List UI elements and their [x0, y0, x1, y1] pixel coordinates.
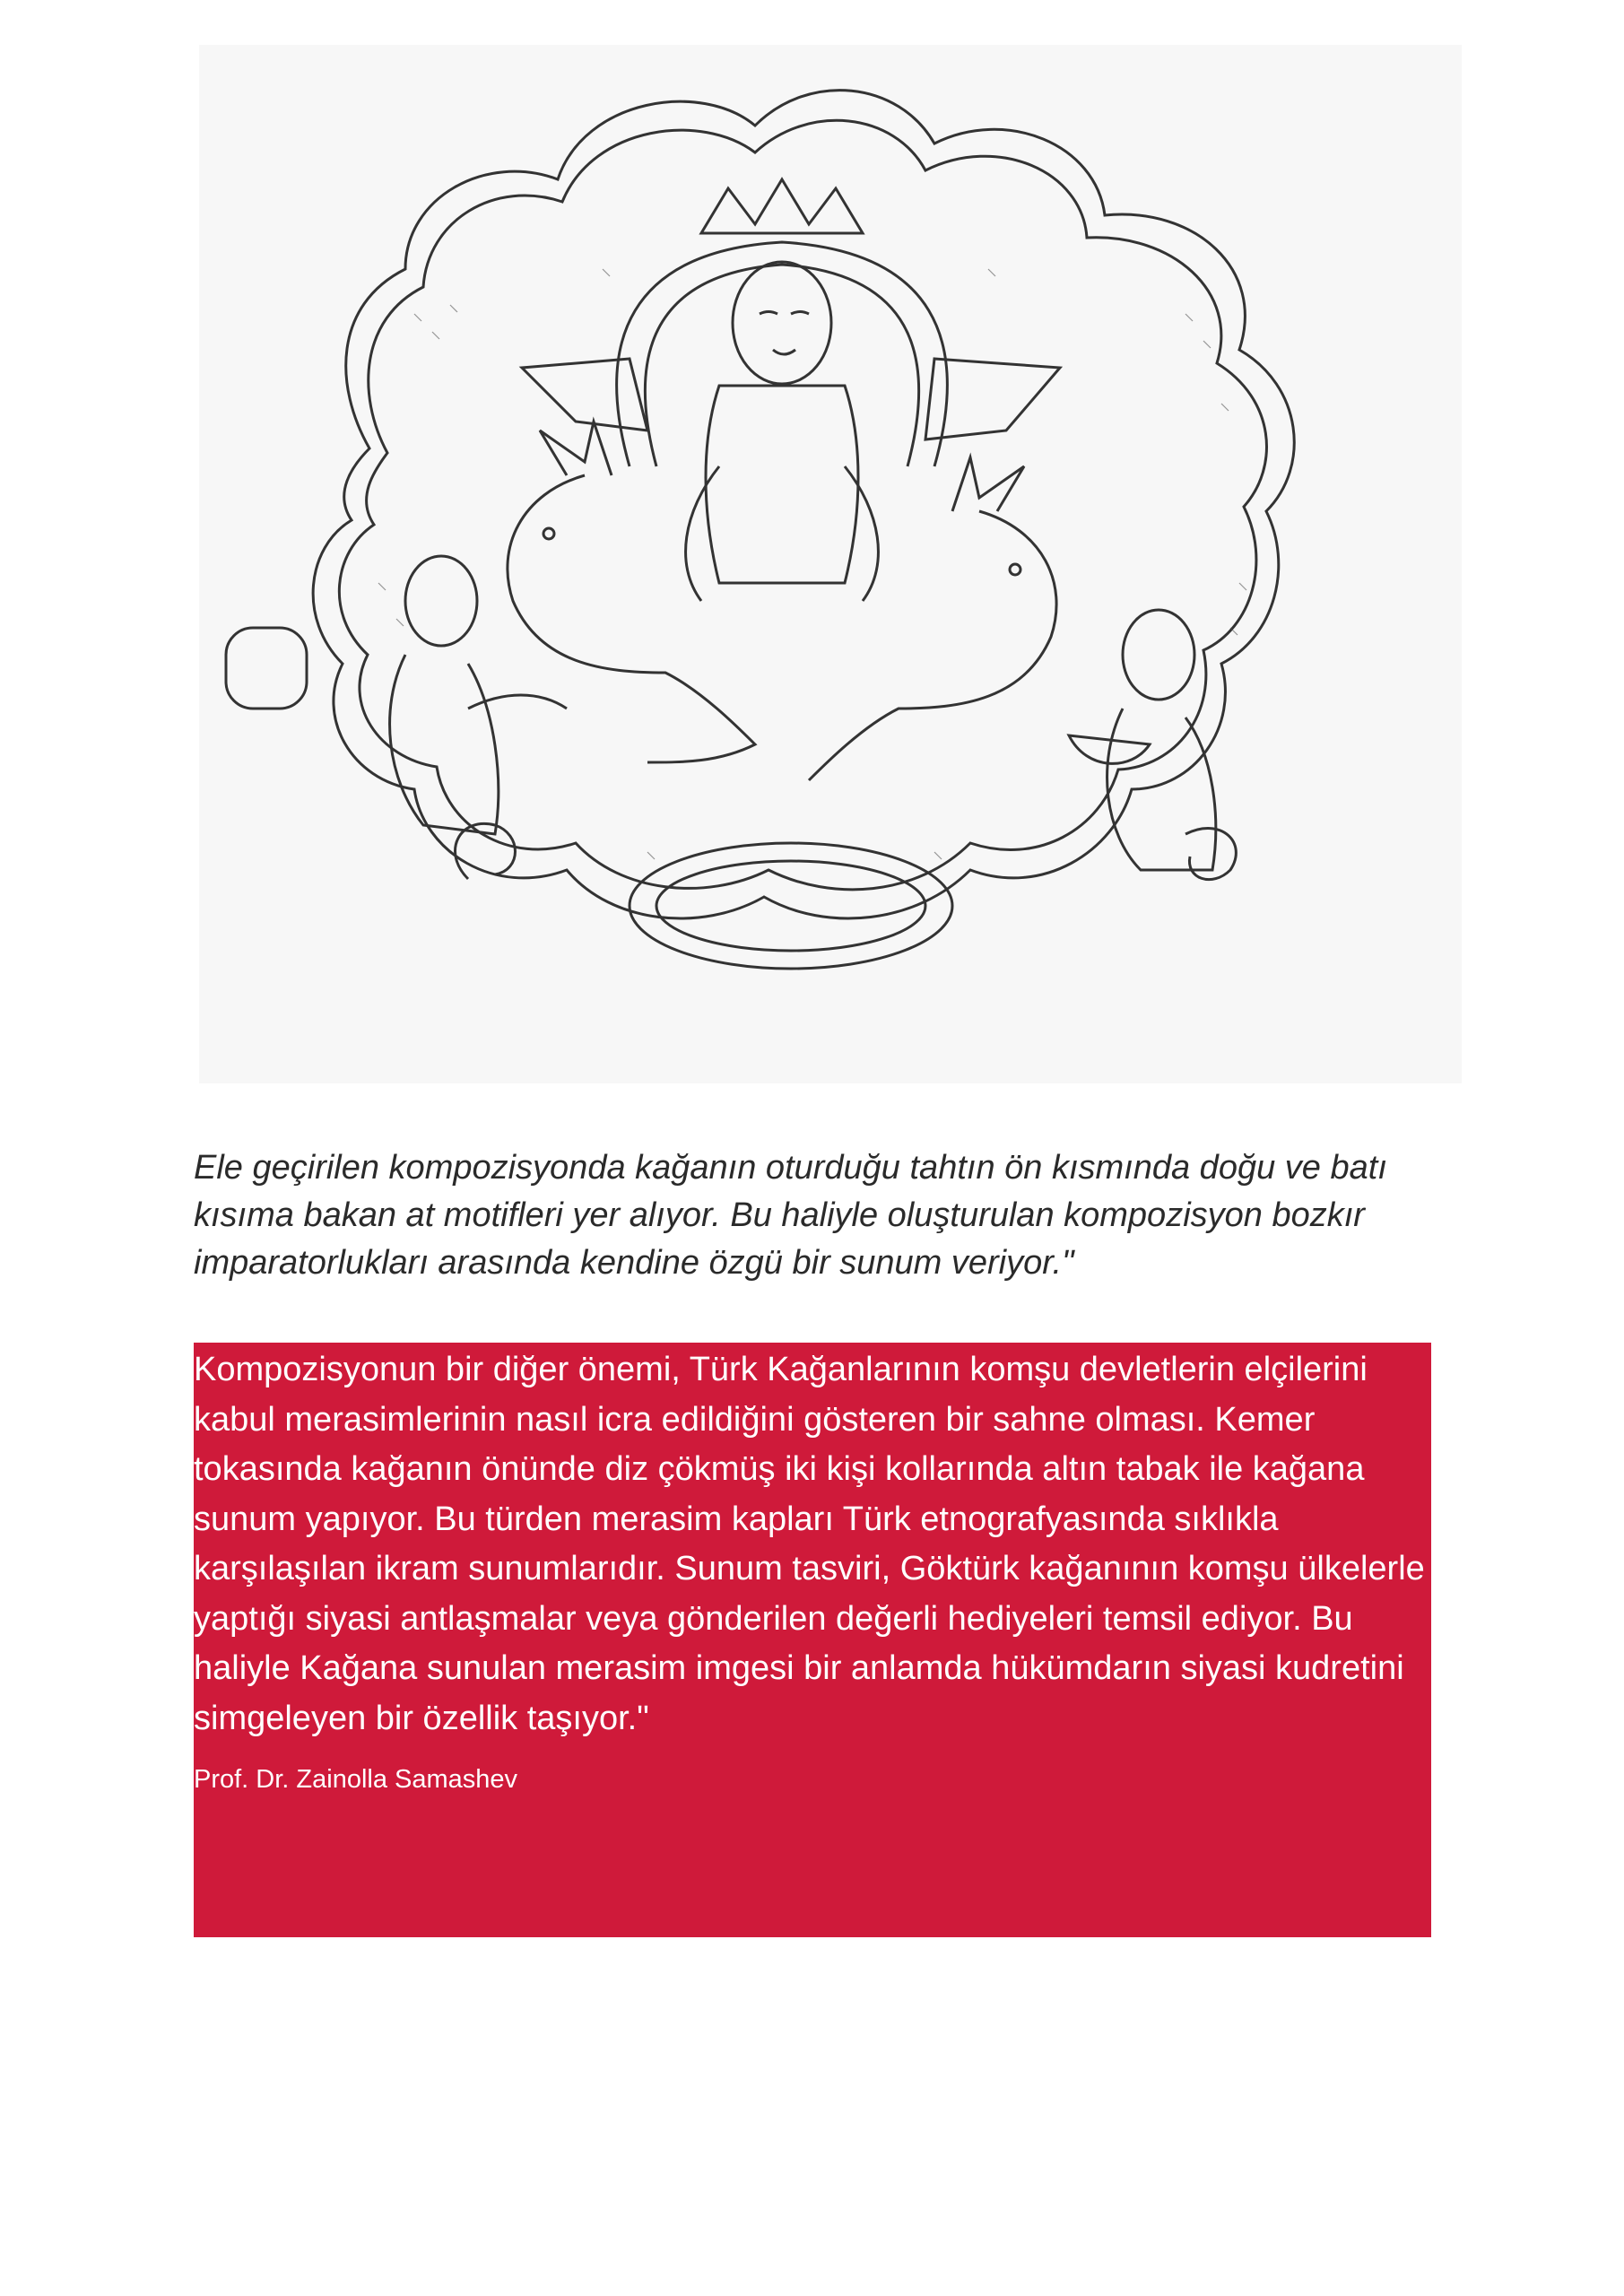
highlight-quote: Kompozisyonun bir diğer önemi, Türk Kağanlarının komşu devletlerin elçilerini kabul merasimlerinin nasıl icra edildiğini gösteren bir sahne olması. Kemer tokasında kağanın önünde diz çökmüş iki kişi kollarında altın tabak ile kağana sunum yapıyor. Bu türden merasim kapları Türk etnografyasında sıklıkla karşılaşılan ikram sunumlarıdır. Sunum tasviri, Göktürk kağanının komşu ülkelerle yaptığı siyasi antlaşmalar veya gönderilen değerli hediyeleri temsil ediyor. Bu haliyle Kağana sunulan merasim imgesi bir anlamda hükümdarın siyasi kudretini simgeleyen bir özellik taşıyor.": [194, 1351, 1425, 1737]
belt-buckle-illustration: [199, 45, 1462, 1083]
italic-quote: Ele geçirilen kompozisyonda kağanın oturduğu tahtın ön kısmında doğu ve batı kısıma bakan at motifleri yer alıyor. Bu haliyle oluşturulan kompozisyon bozkır imparatorlukları arasında kendine özgü bir sunum veriyor.": [194, 1149, 1387, 1282]
author-credit: Prof. Dr. Zainolla Samashev: [194, 1765, 518, 1794]
belt-buckle-drawing-icon: [199, 45, 1462, 1083]
highlight-box: [194, 1343, 1431, 1937]
